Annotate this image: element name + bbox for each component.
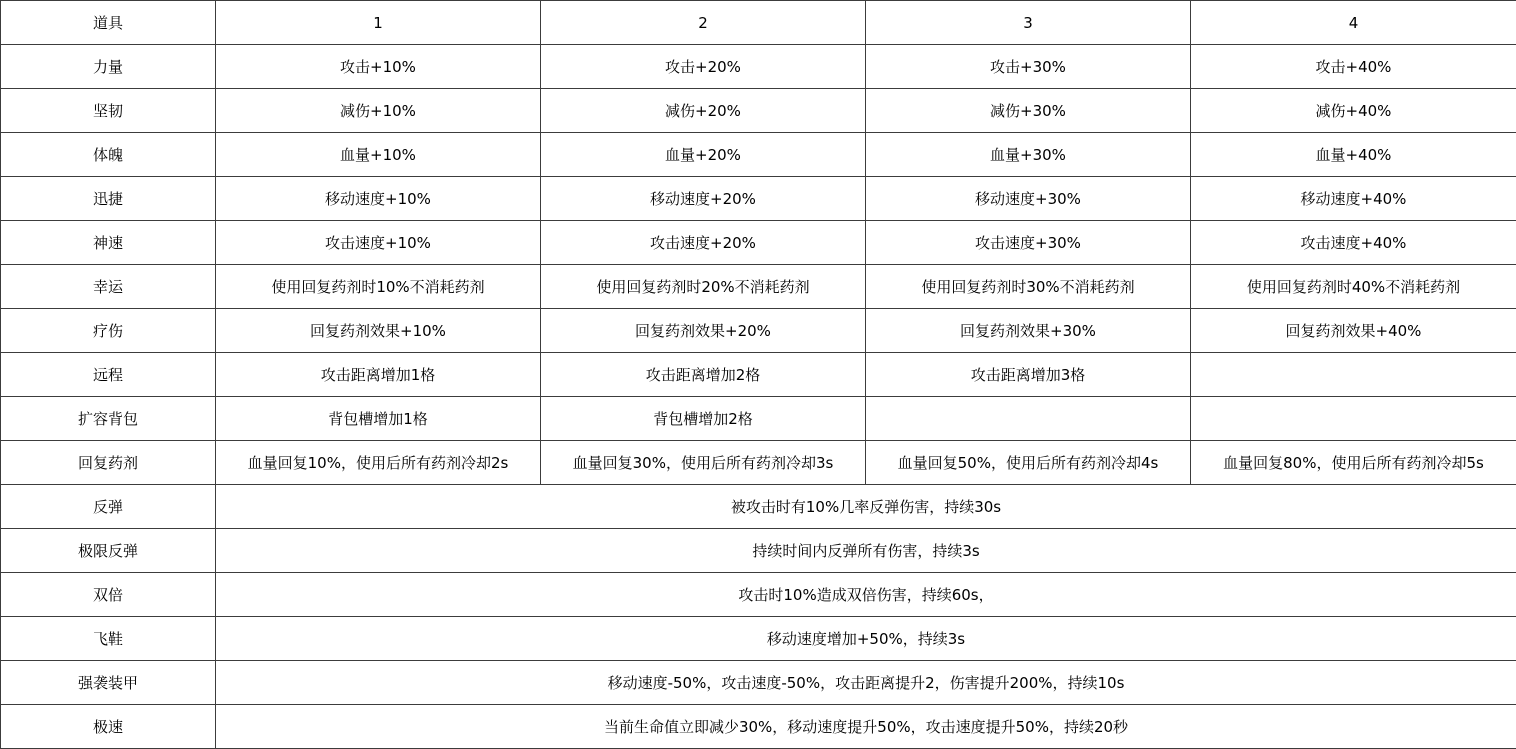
table-row [1,353,1516,397]
table-header-row [1,1,1516,45]
effect-cell: 使用回复药剂时40%不消耗药剂 [1191,265,1516,309]
effect-cell: 血量回复10%，使用后所有药剂冷却2s [216,441,541,485]
effect-cell: 攻击距离增加3格 [866,353,1191,397]
item-name-cell: 扩容背包 [1,397,216,441]
effect-cell: 血量回复50%，使用后所有药剂冷却4s [866,441,1191,485]
effect-cell: 回复药剂效果+40% [1191,309,1516,353]
item-name-cell: 远程 [1,353,216,397]
effect-cell: 移动速度+30% [866,177,1191,221]
table-row [1,441,1516,485]
table-row [1,661,1516,705]
effect-cell: 攻击速度+40% [1191,221,1516,265]
effect-cell: 背包槽增加2格 [541,397,866,441]
header-cell-level-2: 2 [541,1,866,45]
item-name-cell: 双倍 [1,573,216,617]
effect-cell: 使用回复药剂时10%不消耗药剂 [216,265,541,309]
effect-cell: 攻击+10% [216,45,541,89]
effect-cell [1191,353,1516,397]
item-name-cell: 强袭装甲 [1,661,216,705]
header-cell-item: 道具 [1,1,216,45]
header-cell-level-1: 1 [216,1,541,45]
merged-effect-cell: 被攻击时有10%几率反弹伤害，持续30s [216,485,1516,529]
item-name-cell: 体魄 [1,133,216,177]
item-name-cell: 幸运 [1,265,216,309]
table-row [1,45,1516,89]
effect-cell: 攻击距离增加1格 [216,353,541,397]
table-row [1,397,1516,441]
item-name-cell: 飞鞋 [1,617,216,661]
merged-effect-cell: 当前生命值立即减少30%，移动速度提升50%，攻击速度提升50%，持续20秒 [216,705,1516,749]
item-name-cell: 力量 [1,45,216,89]
effect-cell: 减伤+10% [216,89,541,133]
table-row [1,529,1516,573]
item-name-cell: 坚韧 [1,89,216,133]
item-name-cell: 极限反弹 [1,529,216,573]
effect-cell: 回复药剂效果+30% [866,309,1191,353]
effect-cell: 攻击速度+10% [216,221,541,265]
header-cell-level-3: 3 [866,1,1191,45]
header-cell-level-4: 4 [1191,1,1516,45]
item-name-cell: 疗伤 [1,309,216,353]
effect-cell: 血量回复80%，使用后所有药剂冷却5s [1191,441,1516,485]
table-row [1,221,1516,265]
item-name-cell: 回复药剂 [1,441,216,485]
effect-cell: 攻击+20% [541,45,866,89]
effect-cell: 背包槽增加1格 [216,397,541,441]
effect-cell: 减伤+30% [866,89,1191,133]
effect-cell: 移动速度+20% [541,177,866,221]
effect-cell: 血量回复30%，使用后所有药剂冷却3s [541,441,866,485]
merged-effect-cell: 持续时间内反弹所有伤害，持续3s [216,529,1516,573]
effect-cell: 血量+40% [1191,133,1516,177]
table-row [1,485,1516,529]
table-row [1,133,1516,177]
effect-cell: 血量+20% [541,133,866,177]
effect-cell: 回复药剂效果+20% [541,309,866,353]
effect-cell: 移动速度+10% [216,177,541,221]
effect-cell: 攻击+40% [1191,45,1516,89]
effect-cell: 攻击速度+20% [541,221,866,265]
table-row [1,705,1516,749]
table-row [1,89,1516,133]
effect-cell: 血量+10% [216,133,541,177]
effect-cell: 攻击+30% [866,45,1191,89]
effect-cell: 攻击速度+30% [866,221,1191,265]
merged-effect-cell: 攻击时10%造成双倍伤害，持续60s， [216,573,1516,617]
merged-effect-cell: 移动速度增加+50%，持续3s [216,617,1516,661]
effect-cell: 减伤+40% [1191,89,1516,133]
table-row [1,265,1516,309]
table-row [1,573,1516,617]
item-name-cell: 极速 [1,705,216,749]
table-row [1,177,1516,221]
item-name-cell: 反弹 [1,485,216,529]
effect-cell: 回复药剂效果+10% [216,309,541,353]
effect-cell: 减伤+20% [541,89,866,133]
table-row [1,617,1516,661]
effect-cell [866,397,1191,441]
effect-cell: 移动速度+40% [1191,177,1516,221]
item-name-cell: 迅捷 [1,177,216,221]
effect-cell: 血量+30% [866,133,1191,177]
effect-cell [1191,397,1516,441]
effect-cell: 攻击距离增加2格 [541,353,866,397]
merged-effect-cell: 移动速度-50%，攻击速度-50%，攻击距离提升2，伤害提升200%，持续10s [216,661,1516,705]
item-name-cell: 神速 [1,221,216,265]
table-row [1,309,1516,353]
effect-cell: 使用回复药剂时20%不消耗药剂 [541,265,866,309]
effect-cell: 使用回复药剂时30%不消耗药剂 [866,265,1191,309]
